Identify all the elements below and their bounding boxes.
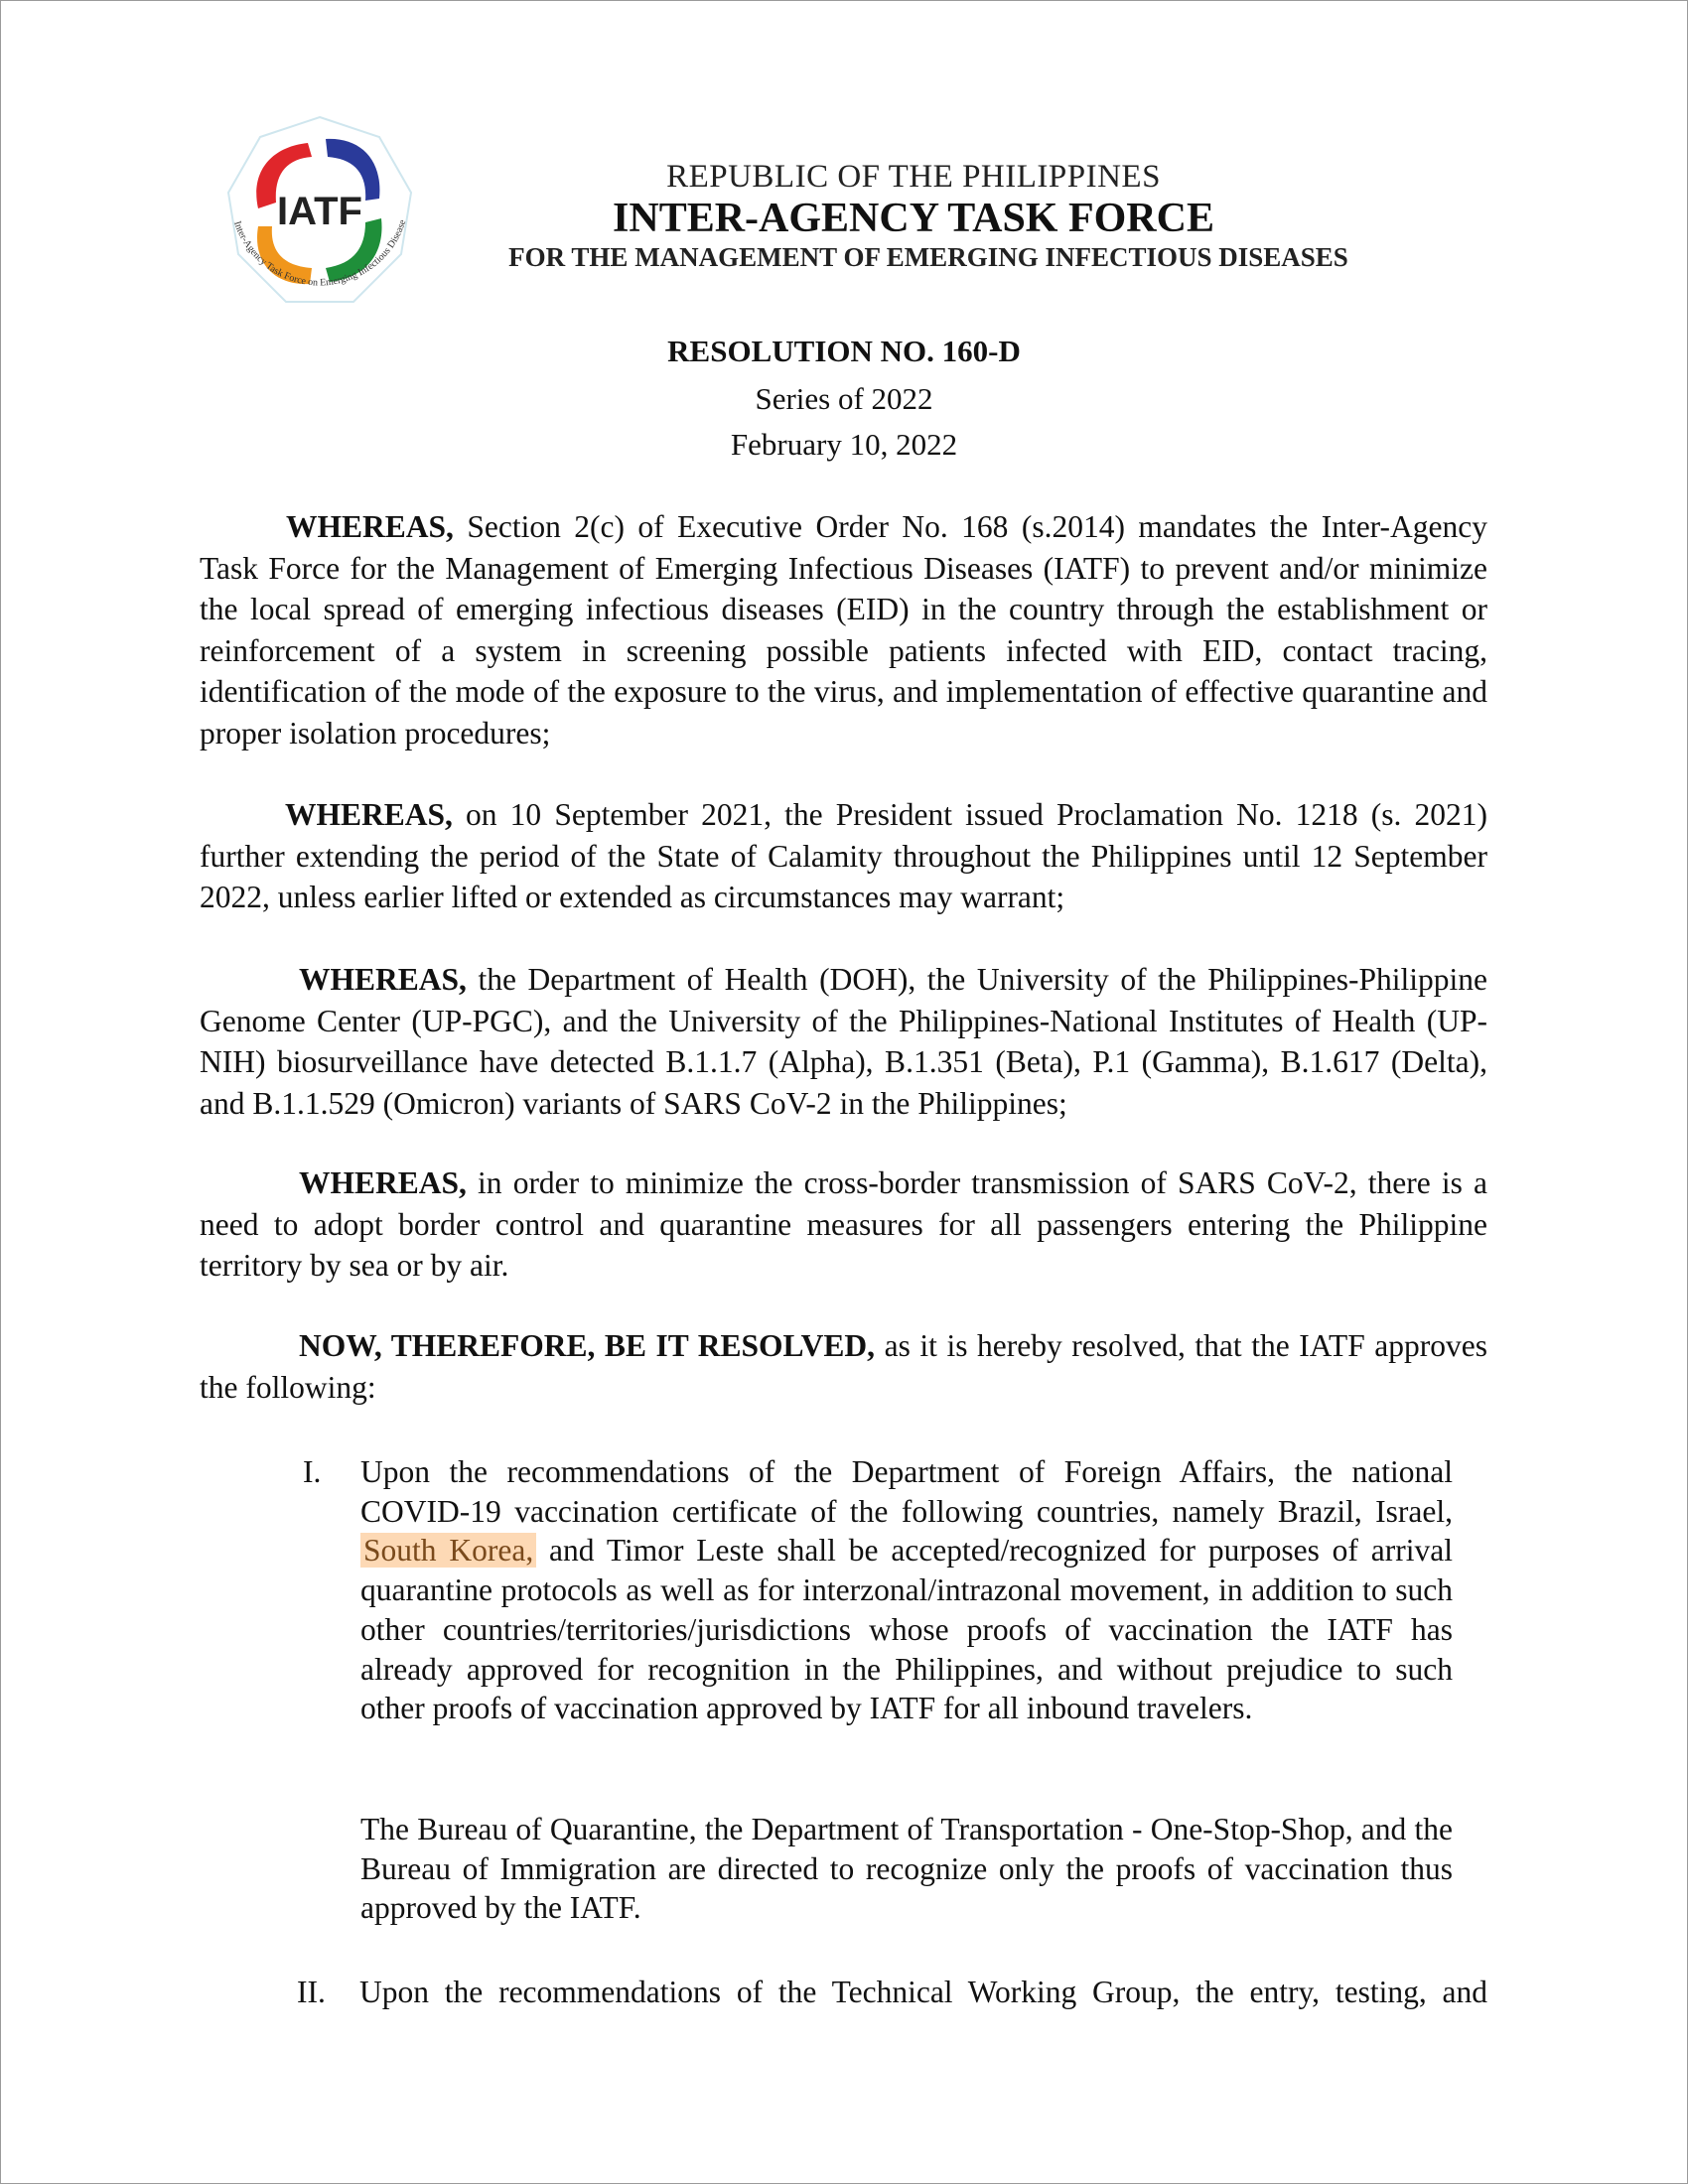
whereas-paragraph-1 (200, 506, 1487, 753)
paragraph-lead: WHEREAS, (286, 509, 454, 544)
logo-text: IATF (277, 190, 362, 233)
resolution-date: February 10, 2022 (730, 427, 958, 462)
iatf-logo (220, 113, 419, 317)
header-agency: INTER-AGENCY TASK FORCE (613, 196, 1214, 241)
resolution-series: Series of 2022 (755, 381, 933, 416)
resolved-paragraph (200, 1325, 1487, 1408)
whereas-paragraph-2 (200, 794, 1487, 918)
header-subtitle: FOR THE MANAGEMENT OF EMERGING INFECTIOUS DISEASES (508, 242, 1348, 272)
paragraph-lead: WHEREAS, (299, 1165, 467, 1200)
highlighted-text: South Korea, (360, 1533, 536, 1568)
paragraph-lead: WHEREAS, (299, 962, 467, 997)
whereas-paragraph-3 (200, 959, 1487, 1124)
paragraph-lead: NOW, THEREFORE, BE IT RESOLVED, (299, 1328, 876, 1363)
paragraph-lead: WHEREAS, (285, 797, 453, 832)
resolution-title: RESOLUTION NO. 160-D (667, 334, 1021, 368)
item-1-text (360, 1452, 1453, 1728)
paragraph-text: as it is hereby resolved, that the IATF approves the following: (200, 1328, 1488, 1405)
item-marker-1: I. (303, 1454, 322, 1489)
item-2-text: Upon the recommendations of the Technical Working Group, the entry, testing, and (359, 1975, 1487, 2009)
paragraph-text: on 10 September 2021, the President issued Proclamation No. 1218 (s. 2021) further extending the period of the State of Calamity throughout the Philippines until 12 September 2022, unless earlier lifted or extended as circumstances may warrant; (200, 797, 1487, 914)
item-marker-2: II. (297, 1975, 326, 2009)
item-1-followup: The Bureau of Quarantine, the Department of Transportation - One-Stop-Shop, and the Bureau of Immigration are directed to recognize only the proofs of vaccination thus approved by the IATF. (360, 1812, 1453, 1926)
item-text: and Timor Leste shall be accepted/recognized for purposes of arrival quarantine protocols as well as for interzonal/intrazonal movement, in addition to such other countries/territories/jurisdictions whose proofs of vaccination the IATF has already approved for recognition in the Philippines, and without prejudice to such other proofs of vaccination approved by IATF for all inbound travelers. (360, 1533, 1453, 1726)
whereas-paragraph-4 (200, 1162, 1487, 1287)
paragraph-text: Section 2(c) of Executive Order No. 168 (s.2014) mandates the Inter-Agency Task Force for the Management of Emerging Infectious Diseases (IATF) to prevent and/or minimize the local spread of emerging infectious diseases (EID) in the country through the establishment or reinforcement of a system in screening possible patients infected with EID, contact tracing, identification of the mode of the exposure to the virus, and implementation of effective quarantine and proper isolation procedures; (200, 509, 1487, 751)
paragraph-text: the Department of Health (DOH), the University of the Philippines-Philippine Genome Center (UP-PGC), and the University of the Philippines-National Institutes of Health (UP-NIH) biosurveillance have detected B.1.1.7 (Alpha), B.1.351 (Beta), P.1 (Gamma), B.1.617 (Delta), and B.1.1.529 (Omicron) variants of SARS CoV-2 in the Philippines; (200, 962, 1487, 1121)
logo-ring-text: Inter-Agency Task Force on Emerging Infectious Disease (231, 218, 409, 289)
paragraph-text: in order to minimize the cross-border transmission of SARS CoV-2, there is a need to adopt border control and quarantine measures for all passengers entering the Philippine territory by sea or by air. (200, 1165, 1487, 1283)
header-republic: REPUBLIC OF THE PHILIPPINES (666, 159, 1161, 195)
item-text: Upon the recommendations of the Department of Foreign Affairs, the national COVID-19 vaccination certificate of the following countries, namely Brazil, Israel, (360, 1454, 1453, 1529)
